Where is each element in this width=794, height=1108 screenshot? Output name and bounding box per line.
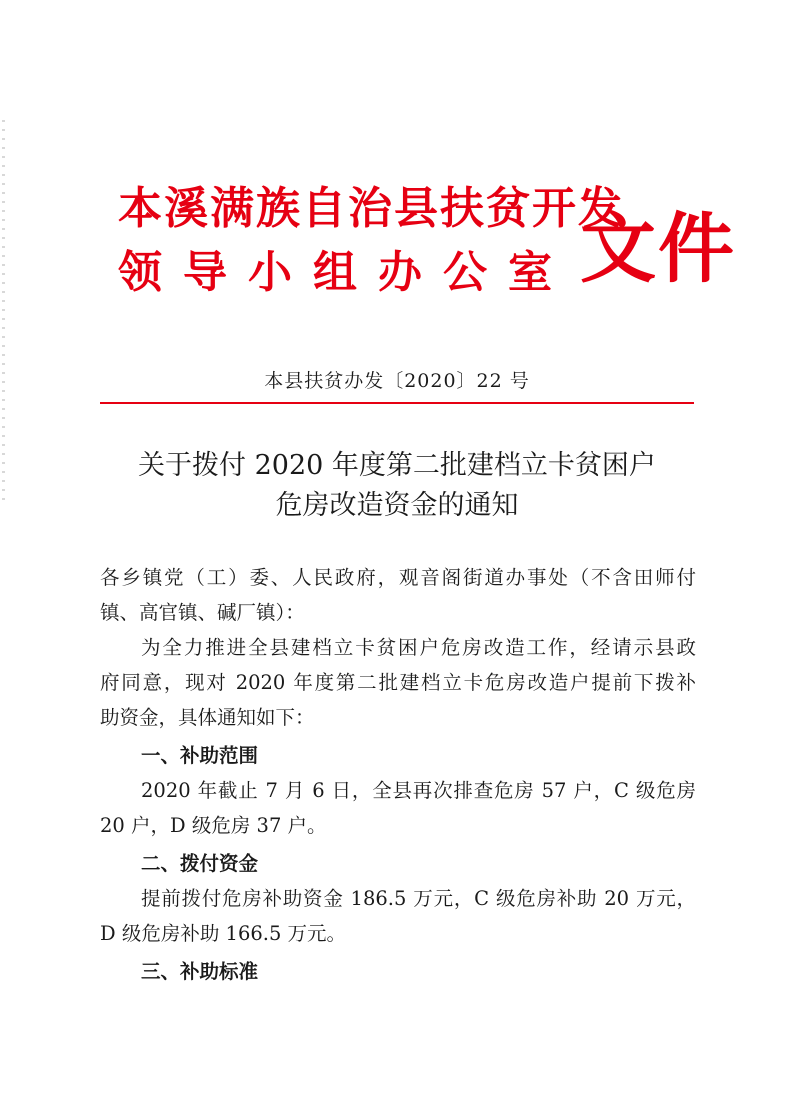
section1-line2: 20 户，D 级危房 37 户。 [100, 814, 327, 837]
section2-line2: D 级危房补助 166.5 万元。 [100, 922, 347, 945]
document-title [0, 446, 794, 526]
header-document-label: 文件 [580, 204, 736, 293]
header-issuer-line1: 本溪满族自治县扶贫开发 [118, 183, 624, 234]
section2-heading: 二、拨付资金 [141, 852, 259, 875]
section3-heading: 三、补助标准 [141, 960, 259, 983]
intro-line1: 为全力推进全县建档立卡贫困户危房改造工作，经请示县政 [141, 636, 696, 659]
addressee-line1: 各乡镇党（工）委、人民政府，观音阁街道办事处（不含田师付 [100, 566, 696, 589]
header-issuer-line2: 领导小组办公室 [118, 247, 573, 298]
scan-edge-marks [2, 120, 5, 500]
intro-line2: 府同意，现对 2020 年度第二批建档立卡危房改造户提前下拨补 [100, 671, 696, 694]
section1-line1: 2020 年截止 7 月 6 日，全县再次排查危房 57 户，C 级危房 [141, 779, 696, 802]
section1-heading: 一、补助范围 [141, 744, 259, 767]
section2-line1: 提前拨付危房补助资金 186.5 万元，C 级危房补助 20 万元， [141, 887, 696, 910]
document-body [100, 560, 696, 989]
title-line2: 危房改造资金的通知 [275, 490, 519, 521]
addressee-line2: 镇、高官镇、碱厂镇）： [100, 601, 305, 624]
document-number: 本县扶贫办发〔2020〕22 号 [264, 370, 530, 392]
title-line1: 关于拨付 2020 年度第二批建档立卡贫困户 [138, 450, 656, 481]
red-divider-line [100, 402, 694, 404]
intro-line3: 助资金，具体通知如下： [100, 706, 315, 729]
red-header [118, 172, 736, 312]
